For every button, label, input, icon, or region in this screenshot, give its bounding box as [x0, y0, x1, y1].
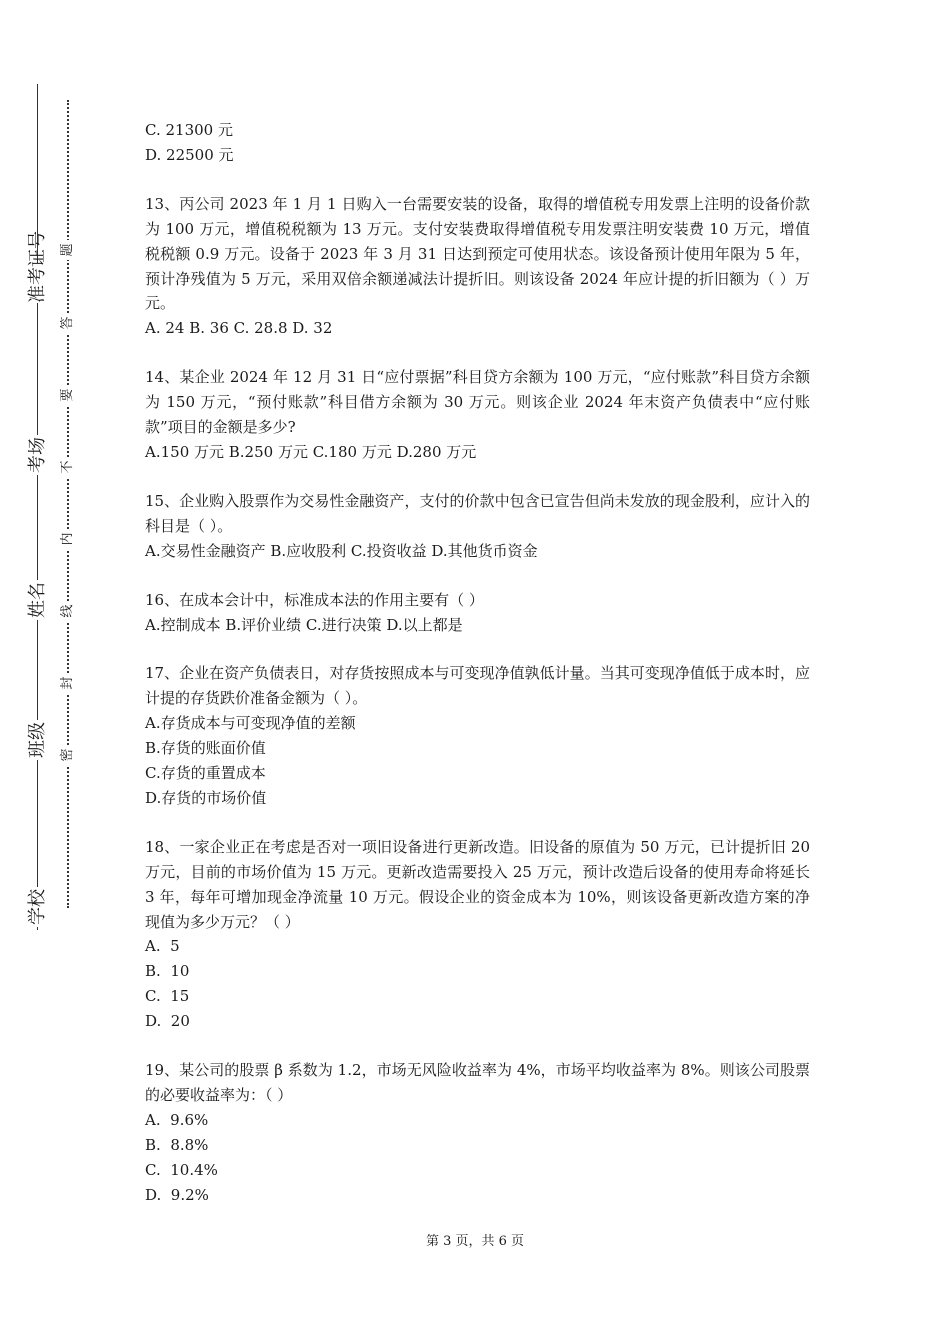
option: C. 10.4%	[145, 1160, 218, 1179]
seal-char: 线	[59, 601, 77, 621]
option: D. 22500 元	[145, 145, 234, 164]
binding-solid-line	[37, 84, 38, 930]
option: D.存货的市场价值	[145, 788, 267, 807]
option: C.存货的重置成本	[145, 764, 266, 783]
seal-char: 题	[59, 240, 77, 260]
option: D. 20	[145, 1012, 190, 1031]
question-16	[145, 588, 810, 638]
option: A. 9.6%	[145, 1110, 209, 1129]
question-text: 17、企业在资产负债表日，对存货按照成本与可变现净值孰低计量。当其可变现净值低于成本时，应计提的存货跌价准备金额为（ ）。	[145, 664, 810, 708]
option: B.存货的账面价值	[145, 739, 266, 758]
label-exam-number: 准考证号	[27, 231, 48, 303]
option: C. 21300 元	[145, 121, 233, 139]
question-text: 15、企业购入股票作为交易性金融资产，支付的价款中包含已宣告但尚未发放的现金股利，应计入的科目是（ ）。	[145, 491, 810, 535]
binding-dotted-line	[67, 100, 69, 908]
binding-margin	[0, 0, 110, 1344]
label-name: 姓名	[27, 582, 48, 618]
label-class: 班级	[27, 722, 48, 758]
seal-char: 要	[59, 385, 77, 405]
page-footer: 第 3 页，共 6 页	[425, 1234, 525, 1249]
option: B. 10	[145, 962, 190, 981]
seal-char: 不	[59, 457, 77, 477]
label-exam-room: 考场	[27, 437, 48, 473]
seal-char: 封	[59, 673, 77, 693]
option: A.交易性金融资产 B.应收股利 C.投资收益 D.其他货币资金	[145, 541, 538, 560]
option: B. 8.8%	[145, 1135, 209, 1154]
question-12-tail	[145, 118, 810, 168]
question-17	[145, 661, 810, 810]
question-19	[145, 1058, 810, 1207]
question-text: 19、某公司的股票 β 系数为 1.2，市场无风险收益率为 4%，市场平均收益率为 8%。则该公司股票的必要收益率为：（ ）	[145, 1061, 810, 1104]
option: A.150 万元 B.250 万元 C.180 万元 D.280 万元	[145, 442, 477, 461]
question-15	[145, 489, 810, 564]
question-text: 13、丙公司 2023 年 1 月 1 日购入一台需要安装的设备，取得的增值税专用发票上注明的设备价款为 100 万元，增值税税额为 13 万元。支付安装费取得增值税专用发票注明安装费 10 万元，增值税税额 0.9 万元。设备于 2023 年 3 月 31 日达到预定可使用状态。该设备预计使用年限为 5 年，预计净残值为 5 万元，采用双倍余额递减法计提折旧。则该设备 2024 年应计提的折旧额为（ ）万元。	[145, 194, 810, 313]
seal-char: 密	[59, 745, 77, 765]
seal-char: 内	[59, 529, 77, 549]
question-13	[145, 192, 810, 341]
question-14	[145, 365, 810, 465]
option: A.存货成本与可变现净值的差额	[145, 714, 356, 733]
question-text: 18、一家企业正在考虑是否对一项旧设备进行更新改造。旧设备的原值为 50 万元，已计提折旧 20 万元，目前的市场价值为 15 万元。更新改造需要投入 25 万元，预计改造后设备的使用寿命将延长 3 年，每年可增加现金净流量 10 万元。假设企业的资金成本为 10%，则该设备更新改造方案的净现值为多少万元？（ ）	[145, 837, 810, 931]
exam-content	[145, 118, 810, 1208]
question-18	[145, 835, 810, 1034]
label-school: 学校	[27, 889, 48, 925]
option: D. 9.2%	[145, 1185, 209, 1204]
option: A.控制成本 B.评价业绩 C.进行决策 D.以上都是	[145, 615, 463, 634]
question-text: 14、某企业 2024 年 12 月 31 日“应付票据”科目贷方余额为 100 万元，“应付账款”科目贷方余额为 150 万元，“预付账款”科目借方余额为 30 万元。则该企业 2024 年末资产负债表中“应付账款”项目的金额是多少?	[145, 368, 810, 437]
option: A. 5	[145, 937, 180, 956]
seal-char: 答	[59, 313, 77, 333]
question-text: 16、在成本会计中，标准成本法的作用主要有（ ）	[145, 590, 484, 609]
option: A. 24 B. 36 C. 28.8 D. 32	[145, 319, 333, 338]
option: C. 15	[145, 987, 190, 1006]
